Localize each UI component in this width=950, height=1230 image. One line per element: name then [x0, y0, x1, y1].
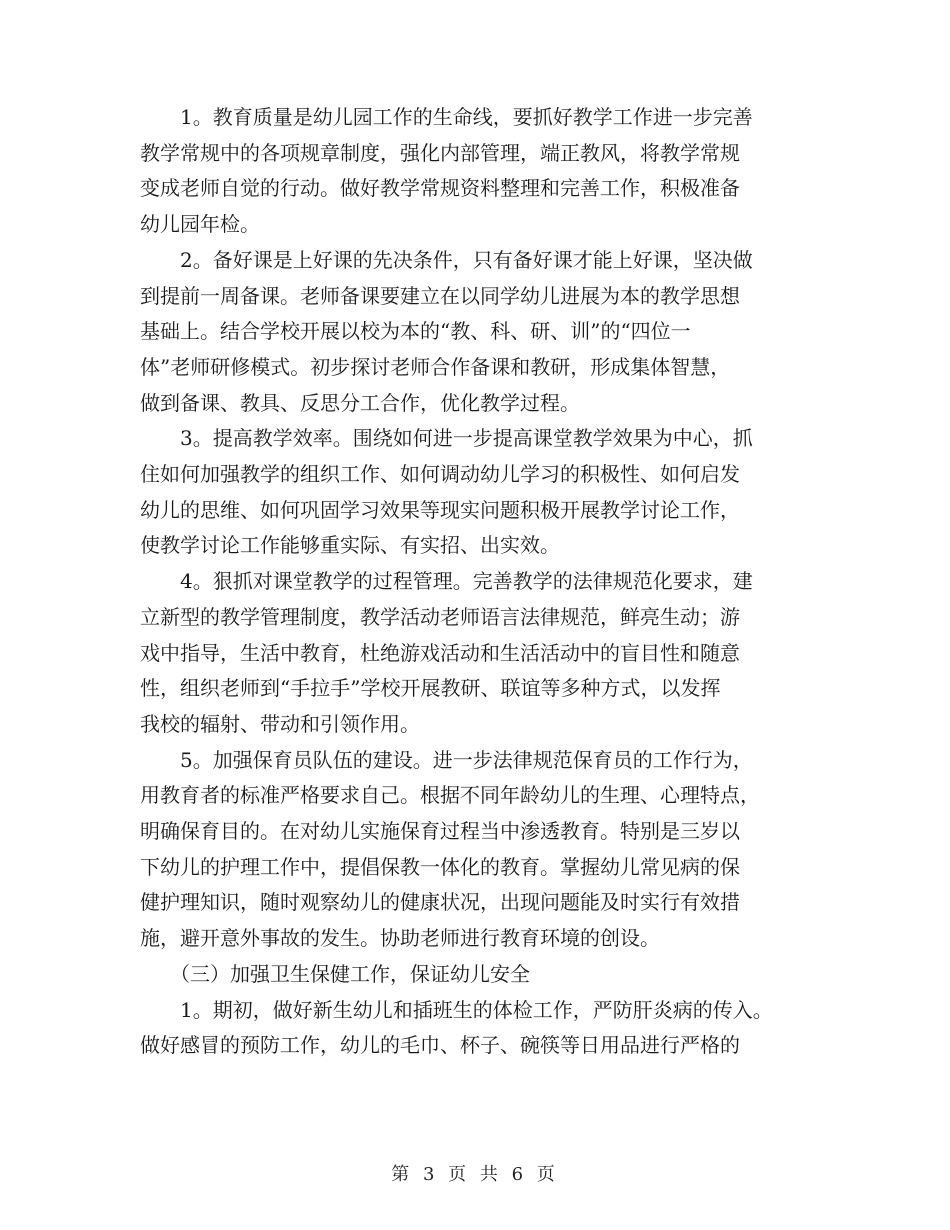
text-line: 明确保育目的。在对幼儿实施保育过程当中渗透教育。特别是三岁以	[140, 819, 740, 844]
page-footer	[0, 1160, 950, 1186]
paragraph	[140, 564, 820, 743]
text-line: 4。狠抓对课堂教学的过程管理。完善教学的法律规范化要求，建	[140, 569, 753, 594]
paragraph	[140, 100, 820, 243]
text-line: 下幼儿的护理工作中，提倡保教一体化的教育。掌握幼儿常见病的保	[140, 854, 740, 879]
text-line: 幼儿的思维、如何巩固学习效果等现实问题积极开展教学讨论工作，	[140, 497, 740, 522]
text-line: 基础上。结合学校开展以校为本的“教、科、研、训”的“四位一	[140, 319, 691, 344]
text-line: 2。备好课是上好课的先决条件，只有备好课才能上好课，坚决做	[140, 247, 753, 272]
text-line: 3。提高教学效率。围绕如何进一步提高课堂教学效果为中心，抓	[140, 426, 753, 451]
paragraph	[140, 743, 820, 957]
text-line: 教学常规中的各项规章制度，强化内部管理，端正教风，将教学常规	[140, 140, 740, 165]
paragraph	[140, 993, 820, 1064]
text-line: 住如何加强教学的组织工作、如何调动幼儿学习的积极性、如何启发	[140, 462, 740, 487]
page-number-label: 第 3 页 共 6 页	[391, 1164, 559, 1185]
text-line: 到提前一周备课。老师备课要建立在以同学幼儿进展为本的教学思想	[140, 283, 740, 308]
text-line: 性，组织老师到“手拉手”学校开展教研、联谊等多种方式，以发挥	[140, 676, 721, 701]
paragraph	[140, 243, 820, 422]
text-line: 变成老师自觉的行动。做好教学常规资料整理和完善工作，积极准备	[140, 176, 740, 201]
text-line: 施，避开意外事故的发生。协助老师进行教育环境的创设。	[140, 926, 660, 951]
text-line: 我校的辐射、带动和引领作用。	[140, 711, 420, 736]
text-line: 使教学讨论工作能够重实际、有实招、出实效。	[140, 533, 560, 558]
text-line: 幼儿园年检。	[140, 212, 260, 237]
text-line: 健护理知识，随时观察幼儿的健康状况，出现问题能及时实行有效措	[140, 890, 740, 915]
text-line: 戏中指导，生活中教育，杜绝游戏活动和生活活动中的盲目性和随意	[140, 640, 740, 665]
text-line: 做好感冒的预防工作，幼儿的毛巾、杯子、碗筷等日用品进行严格的	[140, 1033, 740, 1058]
text-line: 用教育者的标准严格要求自己。根据不同年龄幼儿的生理、心理特点，	[140, 783, 760, 808]
paragraph	[140, 421, 820, 564]
text-line: 立新型的教学管理制度，教学活动老师语言法律规范，鲜亮生动；游	[140, 604, 740, 629]
section-heading	[140, 957, 820, 993]
text-line: 做到备课、教具、反思分工合作，优化教学过程。	[140, 390, 580, 415]
text-line: 1。期初，做好新生幼儿和插班生的体检工作，严防肝炎病的传入。	[140, 997, 773, 1022]
text-line: 体”老师研修模式。初步探讨老师合作备课和教研，形成集体智慧，	[140, 354, 731, 379]
document-body	[140, 100, 820, 1064]
text-line: 5。加强保育员队伍的建设。进一步法律规范保育员的工作行为，	[140, 747, 753, 772]
text-line: （三）加强卫生保健工作，保证幼儿安全	[140, 961, 530, 986]
text-line: 1。教育质量是幼儿园工作的生命线，要抓好教学工作进一步完善	[140, 105, 753, 129]
